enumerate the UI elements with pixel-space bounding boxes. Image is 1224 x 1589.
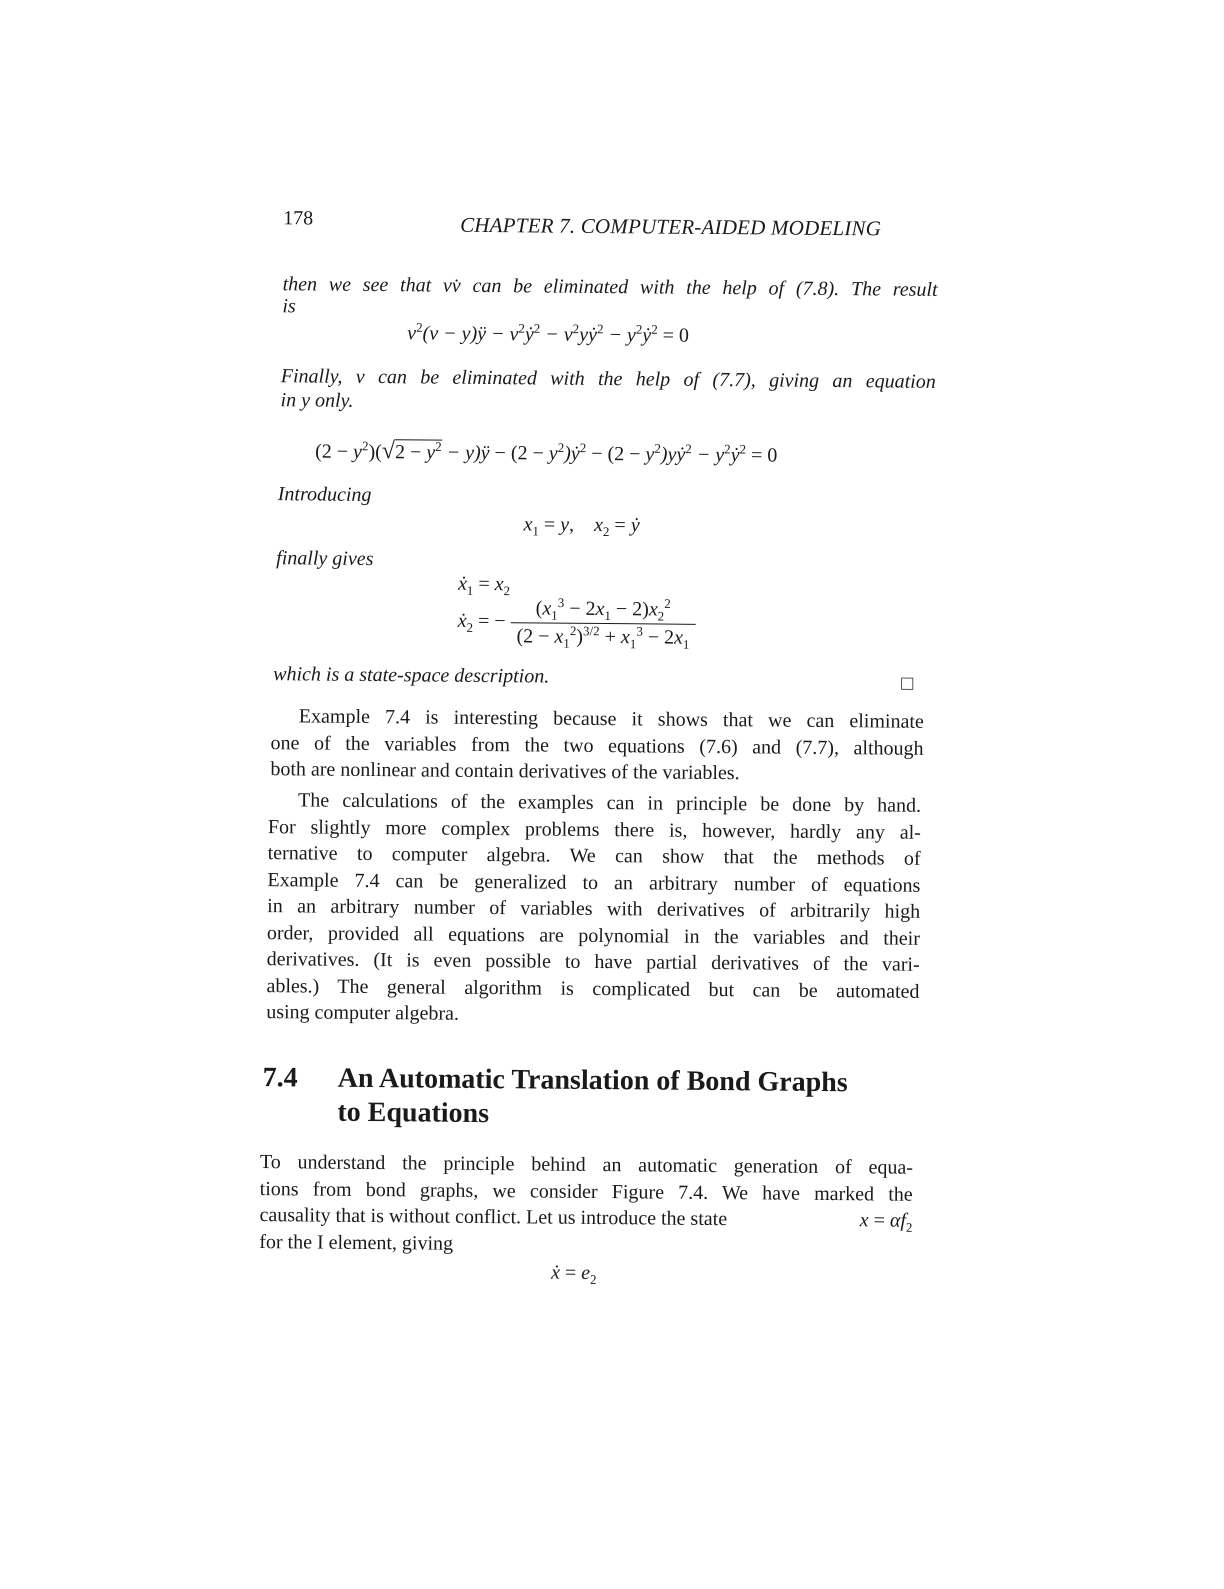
equation-v-y: $v^2(v$ − y)ÿ − $v^2ẏ^2$ − $v^2yẏ^2$ − $y^2ẏ^2 = 0$ <box>407 319 690 347</box>
paragraph-line: ternative to computer algebra. We can show that the methods of <box>267 842 921 870</box>
paragraph-3 <box>259 1149 913 1261</box>
end-of-example-mark: □ <box>901 672 914 695</box>
equation-y-only: $(2 - y^2)(√2 - y^2$ − y)ÿ − $(2 - y^2)ẏ^2 - (2$ − $y^2)yẏ^2$ − $y^2ẏ^2 = 0$ <box>315 438 778 467</box>
text-line: in y only. <box>280 389 354 412</box>
equation-x2dot: ẋ$_2$ = − $\frac{(x_1^3 - 2x_1 - 2)x_2^2}{(2 - x_1^2)^{3/2} + x_1^3 - 2x_1}$ <box>457 597 695 650</box>
equation-x1dot: ẋ$_1$ = $x_2$ <box>457 572 511 599</box>
paragraph-line: derivatives. (It is even possible to have partial derivatives of the vari- <box>266 948 920 976</box>
paragraph-line: for the I element, giving <box>259 1230 454 1255</box>
section-number: 7.4 <box>262 1062 298 1094</box>
paragraph-line: order, provided all equations are polynomial in the variables and their <box>266 921 921 950</box>
paragraph-line: The calculations of the examples can in principle be done by hand. <box>298 789 922 817</box>
text-state-space: which is a state-space description. <box>273 663 550 688</box>
paragraph-line: Example 7.4 can be generalized to an arbitrary number of equations <box>267 868 921 897</box>
section-title-line: An Automatic Translation of Bond Graphs <box>337 1062 848 1099</box>
inline-math-state: $x = \alpha f_2$ <box>859 1209 913 1235</box>
paragraph-line: using computer algebra. <box>266 1001 460 1025</box>
text-finally-gives: finally gives <box>276 547 374 571</box>
paragraph-line: For slightly more complex problems there is, however, hardly any al- <box>267 815 921 844</box>
paragraph-line: ables.) The general algorithm is complicated but can be automated <box>266 974 920 1003</box>
section-heading <box>262 1061 938 1135</box>
paragraph-line: Example 7.4 is interesting because it shows that we can eliminate <box>298 705 924 733</box>
equation-state-definition: $x_1 = y$, $x_2$ = ẏ <box>523 513 640 540</box>
paragraph-2 <box>266 787 921 1031</box>
text-introducing: Introducing <box>277 483 372 506</box>
paragraph-1 <box>270 703 924 788</box>
page-number: 178 <box>283 207 314 230</box>
equation-xdot-e2: ẋ = $e_2$ <box>550 1261 597 1287</box>
running-header: CHAPTER 7. COMPUTER-AIDED MODELING <box>460 212 882 241</box>
paragraph-line: To understand the principle behind an automatic generation of equa- <box>259 1151 914 1179</box>
paragraph-line: one of the variables from the two equations (7.6) and (7.7), although <box>270 731 924 760</box>
paragraph-line: in an arbitrary number of variables with derivatives of arbitrarily high <box>267 895 921 923</box>
paragraph-line: both are nonlinear and contain derivatives of the variables. <box>270 758 740 785</box>
paragraph-line: causality that is without conflict. Let us introduce the state <box>259 1204 728 1231</box>
paragraph-line: tions from bond graphs, we consider Figure 7.4. We have marked the <box>259 1177 913 1206</box>
text-line: then we see that vv̇ can be eliminated with the help of (7.8). The result <box>282 273 938 301</box>
text-line: Finally, v can be eliminated with the help of (7.7), giving an equation <box>280 365 936 393</box>
text-line: is <box>282 295 296 318</box>
section-title-line: to Equations <box>337 1096 490 1130</box>
